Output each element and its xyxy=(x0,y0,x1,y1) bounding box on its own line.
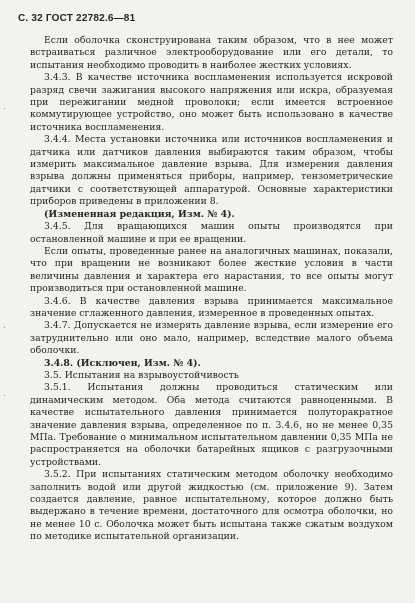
paragraph: Если опыты, проведенные ранее на аналогичных машинах, показали, что при вращении не возникают более жесткие условия в части величины давления и характера его нарастания, то все опыты могут производиться при остановленной машине. xyxy=(30,245,393,295)
paragraph-3-5-1: 3.5.1. Испытания должны проводиться статическим или динамическим методом. Оба метода считаются равноценными. В качестве испытательного давления принимается полуторакратное значение давления взрыва, определенное по п. 3.4.6, но не менее 0,35 МПа. Требование о минимальном испытательном давлении 0,35 МПа не распространяется на оболочки батарейных ящиков с разгрузочными устройствами. xyxy=(30,382,393,468)
amendment-note: (Измененная редакция, Изм. № 4). xyxy=(44,208,235,220)
paragraph-3-4-4: 3.4.4. Места установки источника или источников воспламенения и датчика или датчиков давления выбираются таким образом, чтобы измерить максимальное давление взрыва. Для измерения давления взрыва должны применяться приборы, например, тензометрические датчики с соответствующей аппаратурой. Основные характеристики приборов приведены в приложении 8. xyxy=(30,134,393,208)
paragraph: Если оболочка сконструирована таким образом, что в нее может встраиваться различное электрооборудование или его детали, то испытания необходимо проводить в наиболее жестких условиях. xyxy=(30,35,393,71)
paragraph-3-5-2: 3.5.2. При испытаниях статическим методом оболочку необходимо заполнить водой или другой жидкостью (см. приложение 9). Затем создается давление, равное испытательному, которое должно быть выдержано в течение времени, достаточного для осмотра оболочки, но не менее 10 с. Оболочка может быть испытана также сжатым воздухом по методике испытательной организации. xyxy=(30,469,393,543)
margin-mark: · xyxy=(3,322,6,332)
document-body xyxy=(30,35,393,544)
paragraph-3-4-7: 3.4.7. Допускается не измерять давление взрыва, если измерение его затруднительно или оно мало, например, вследствие малого объема оболочки. xyxy=(30,320,393,357)
paragraph-3-4-8: 3.4.8. (Исключен, Изм. № 4). xyxy=(44,357,201,369)
section-heading-3-5: 3.5. Испытания на взрывоустойчивость xyxy=(44,369,239,381)
paragraph-3-4-5: 3.4.5. Для вращающихся машин опыты производятся при остановленной машине и при ее вращении. xyxy=(30,221,393,245)
margin-mark: · xyxy=(3,390,6,400)
paragraph-3-4-6: 3.4.6. В качестве давления взрыва принимается максимальное значение сглаженного давления, измеренное в проведенных опытах. xyxy=(30,295,393,319)
paragraph-3-4-3: 3.4.3. В качестве источника воспламенения используется искровой разряд свечи зажигания высокого напряжения или искра, образуемая при пережигании медной проволоки; если имеется встроенное коммутирующее устройство, оно может быть использовано в качестве источника воспламенения. xyxy=(30,72,393,133)
margin-mark: · xyxy=(3,103,6,113)
page-header: С. 32 ГОСТ 22782.6—81 xyxy=(18,13,136,24)
